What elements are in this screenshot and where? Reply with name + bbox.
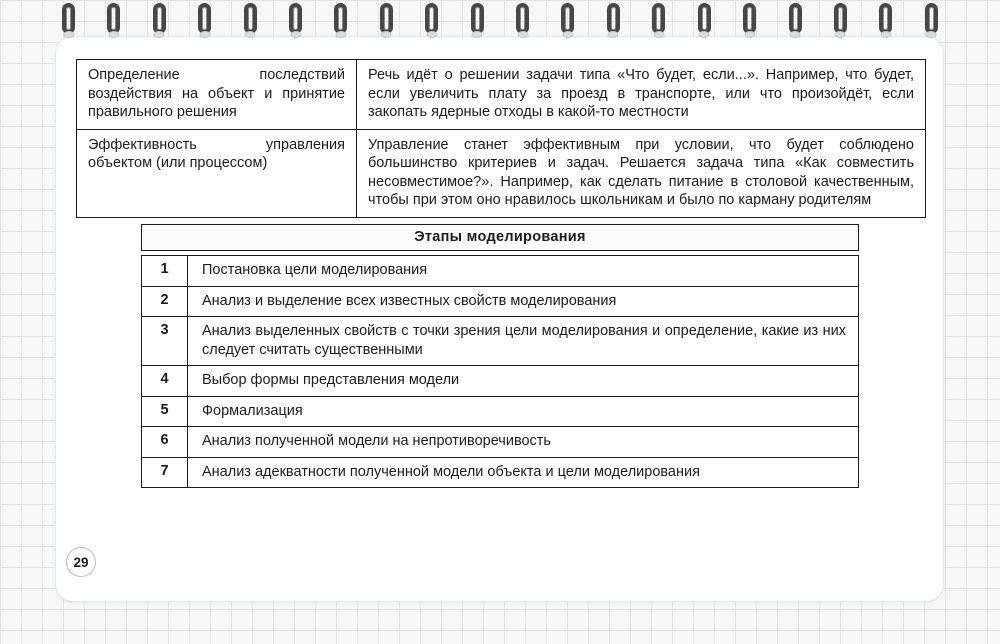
stage-number: 3 bbox=[142, 317, 188, 365]
table-row bbox=[142, 457, 858, 488]
table-row bbox=[142, 286, 858, 317]
stage-text: Формализация bbox=[202, 402, 303, 419]
stage-number: 5 bbox=[142, 397, 188, 427]
spiral-ring bbox=[471, 3, 484, 34]
definition-cell: Управление станет эффективным при условии, что будет соблюдено большинство критериев и задач. Решается задача типа «Как совместить несовместимое?». Например, как сделать питание в столовой качественным, чтобы при этом оно нравилось школьникам и было по карману родителям bbox=[368, 136, 914, 208]
stages-table bbox=[141, 224, 859, 488]
stage-number: 1 bbox=[142, 256, 188, 286]
table-row bbox=[142, 365, 858, 396]
spiral-ring bbox=[925, 3, 938, 34]
consequences-table bbox=[76, 59, 926, 218]
term-cell: Эффективность управления объектом (или процессом) bbox=[77, 130, 357, 217]
spiral-ring bbox=[244, 3, 257, 34]
spiral-ring bbox=[743, 3, 756, 34]
spiral-ring bbox=[380, 3, 393, 34]
spiral-ring bbox=[834, 3, 847, 34]
spiral-ring bbox=[789, 3, 802, 34]
spiral-ring bbox=[153, 3, 166, 34]
spiral-ring bbox=[698, 3, 711, 34]
stage-number: 4 bbox=[142, 366, 188, 396]
stage-text: Анализ полученной модели на непротиворечивость bbox=[202, 433, 551, 449]
stage-number: 2 bbox=[142, 287, 188, 317]
spiral-ring bbox=[107, 3, 120, 34]
spiral-ring bbox=[561, 3, 574, 34]
spiral-ring bbox=[516, 3, 529, 34]
stage-number: 7 bbox=[142, 458, 188, 488]
stages-table-body bbox=[141, 255, 859, 488]
table-row bbox=[142, 316, 858, 365]
stage-text: Выбор формы представления модели bbox=[202, 372, 460, 388]
spiral-ring bbox=[607, 3, 620, 34]
notebook-page bbox=[55, 36, 944, 602]
spiral-ring bbox=[198, 3, 211, 34]
page-number-badge: 29 bbox=[66, 547, 96, 577]
stage-text: Постановка цели моделирования bbox=[202, 262, 428, 278]
definition-cell: Речь идёт о решении задачи типа «Что будет, если...». Например, что будет, если увеличить плату за проезд в транспорте, или что произойдёт, если закопать ядерные отходы в какой-то местности bbox=[368, 67, 914, 120]
table-row bbox=[77, 60, 925, 129]
spiral-ring bbox=[425, 3, 438, 34]
stage-text: Анализ и выделение всех известных свойств моделирования bbox=[202, 292, 617, 309]
term-cell: Определение последствий воздействия на объект и принятие правильного решения bbox=[77, 60, 357, 129]
stages-table-title: Этапы моделирования bbox=[141, 224, 859, 251]
table-row bbox=[142, 426, 858, 457]
spiral-ring bbox=[289, 3, 302, 34]
spiral-ring bbox=[879, 3, 892, 34]
stage-text: Анализ адекватности полученной модели объекта и цели моделирования bbox=[202, 463, 700, 480]
spiral-ring bbox=[652, 3, 665, 34]
stage-text: Анализ выделенных свойств с точки зрения цели моделирования и определение, какие из них следует считать существенными bbox=[202, 323, 846, 358]
spiral-binding bbox=[62, 3, 938, 34]
table-row bbox=[142, 256, 858, 286]
spiral-ring bbox=[334, 3, 347, 34]
table-row bbox=[142, 396, 858, 427]
spiral-ring bbox=[62, 3, 75, 34]
table-row bbox=[77, 129, 925, 217]
stage-number: 6 bbox=[142, 427, 188, 457]
